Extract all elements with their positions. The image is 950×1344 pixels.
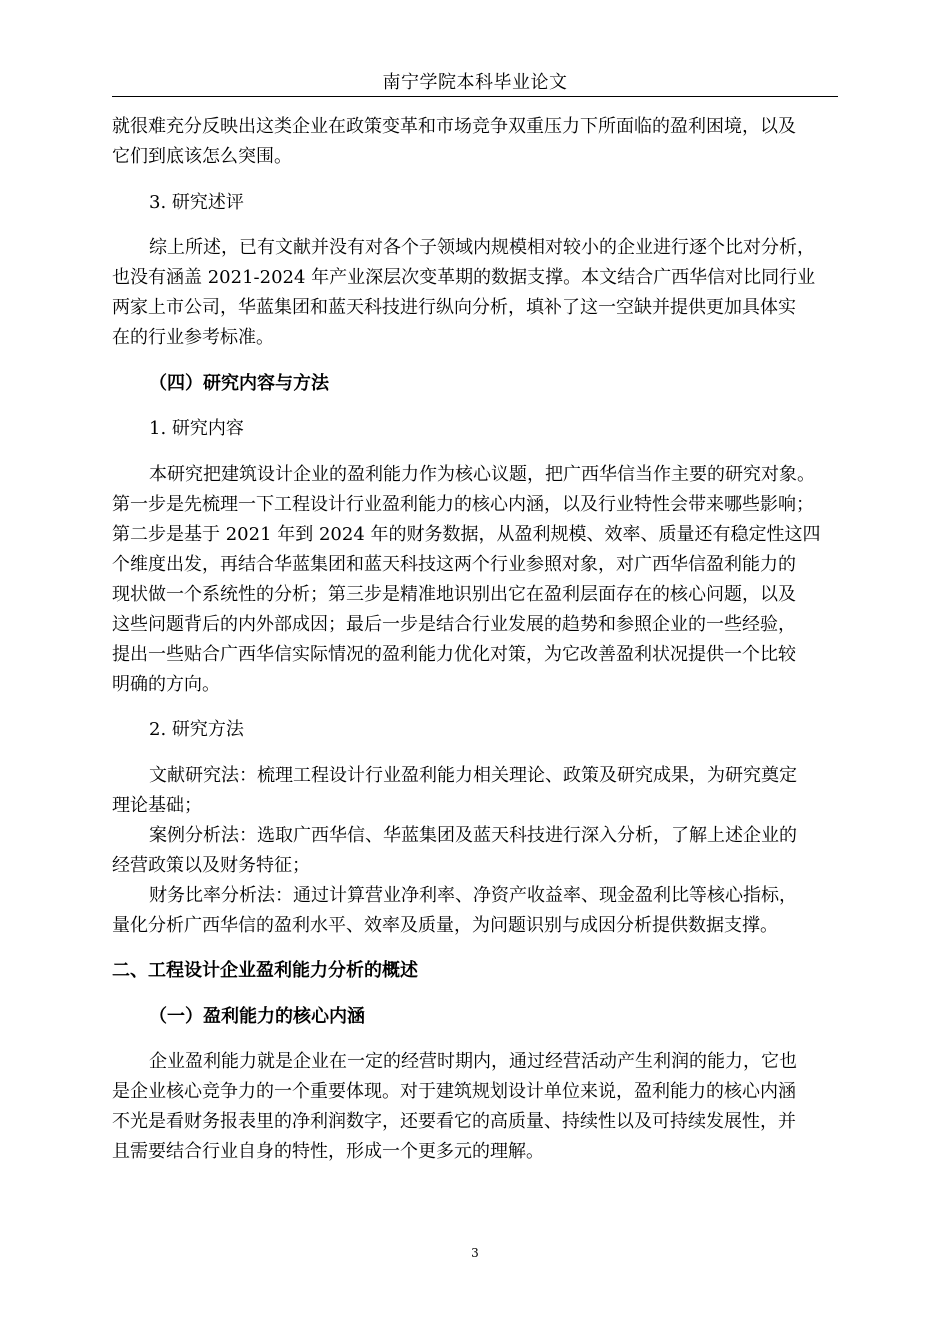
body-line: 是企业核心竞争力的一个重要体现。对于建筑规划设计单位来说，盈利能力的核心内涵	[112, 1081, 796, 1102]
subheading-research-method: 2. 研究方法	[149, 719, 244, 740]
body-line: 它们到底该怎么突围。	[112, 146, 292, 167]
chapter-heading-2: 二、工程设计企业盈利能力分析的概述	[112, 960, 418, 981]
body-line: 第二步是基于 2021 年到 2024 年的财务数据，从盈利规模、效率、质量还有稳定性这四	[112, 523, 821, 545]
body-line: 经营政策以及财务特征；	[112, 854, 310, 876]
body-line: 两家上市公司，华蓝集团和蓝天科技进行纵向分析，填补了这一空缺并提供更加具体实	[112, 297, 796, 318]
body-line: 本研究把建筑设计企业的盈利能力作为核心议题，把广西华信当作主要的研究对象。	[149, 463, 815, 485]
body-line: 综上所述，已有文献并没有对各个子领域内规模相对较小的企业进行逐个比对分析，	[149, 237, 815, 258]
subheading-research-content: 1. 研究内容	[149, 418, 244, 439]
section-heading-4: （四）研究内容与方法	[149, 372, 329, 394]
body-line: 案例分析法：选取广西华信、华蓝集团及蓝天科技进行深入分析，了解上述企业的	[149, 824, 797, 846]
page-header-title: 南宁学院本科毕业论文	[382, 72, 568, 93]
document-body	[112, 112, 838, 1167]
body-line: 就很难充分反映出这类企业在政策变革和市场竞争双重压力下所面临的盈利困境，以及	[112, 116, 796, 137]
body-line: 文献研究法：梳理工程设计行业盈利能力相关理论、政策及研究成果，为研究奠定	[149, 764, 797, 786]
body-line: 不光是看财务报表里的净利润数字，还要看它的高质量、持续性以及可持续发展性，并	[112, 1111, 796, 1132]
body-line: 在的行业参考标准。	[112, 327, 274, 348]
body-line: 明确的方向。	[112, 673, 220, 695]
body-line: 个维度出发，再结合华蓝集团和蓝天科技这两个行业参照对象，对广西华信盈利能力的	[112, 553, 796, 575]
page-number: 3	[471, 1246, 479, 1260]
section-heading-1: （一）盈利能力的核心内涵	[149, 1005, 365, 1027]
body-line: 现状做一个系统性的分析；第三步是精准地识别出它在盈利层面存在的核心问题，以及	[112, 583, 796, 605]
body-line: 财务比率分析法：通过计算营业净利率、净资产收益率、现金盈利比等核心指标，	[149, 884, 797, 906]
body-line: 理论基础；	[112, 794, 202, 816]
header-divider	[112, 96, 838, 97]
body-line: 企业盈利能力就是企业在一定的经营时期内，通过经营活动产生利润的能力，它也	[149, 1051, 797, 1072]
body-line: 这些问题背后的内外部成因；最后一步是结合行业发展的趋势和参照企业的一些经验，	[112, 613, 796, 635]
body-line: 且需要结合行业自身的特性，形成一个更多元的理解。	[112, 1141, 544, 1162]
body-line: 也没有涵盖 2021-2024 年产业深层次变革期的数据支撑。本文结合广西华信对比同行业	[112, 267, 816, 288]
subheading-research-review: 3. 研究述评	[149, 191, 244, 213]
body-line: 提出一些贴合广西华信实际情况的盈利能力优化对策，为它改善盈利状况提供一个比较	[112, 643, 796, 665]
body-line: 第一步是先梳理一下工程设计行业盈利能力的核心内涵，以及行业特性会带来哪些影响；	[112, 493, 814, 515]
body-line: 量化分析广西华信的盈利水平、效率及质量，为问题识别与成因分析提供数据支撑。	[112, 914, 778, 936]
